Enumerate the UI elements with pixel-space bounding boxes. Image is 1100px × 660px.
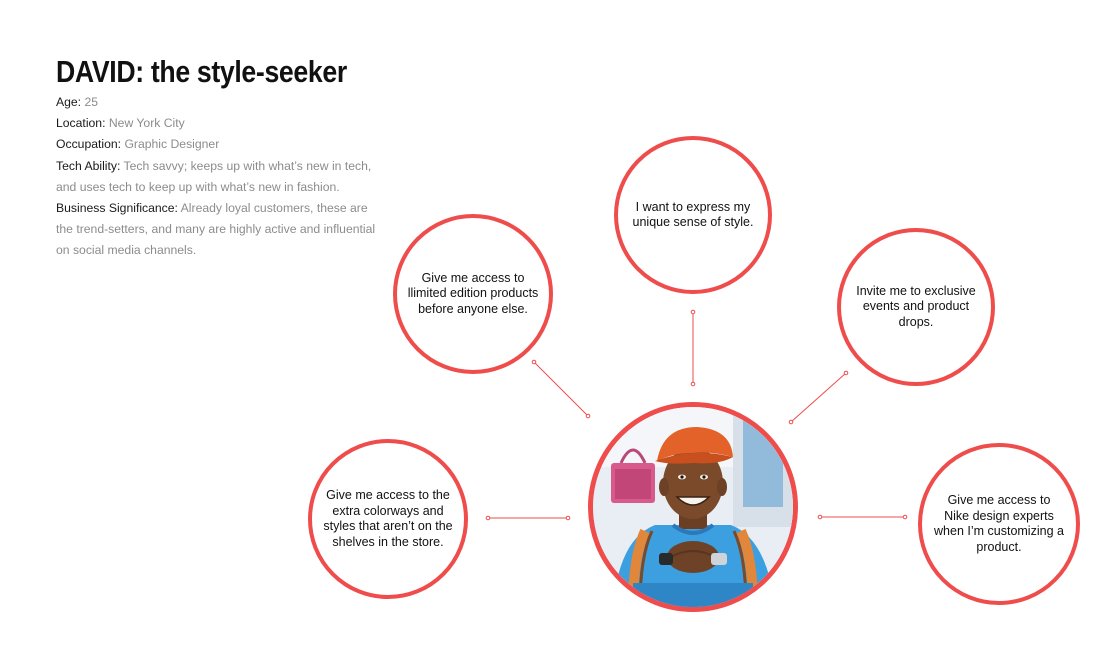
persona-photo (588, 402, 798, 612)
connector-colorways-dot-1 (486, 516, 490, 520)
detail-tech-ability-value: Tech savvy; keeps up with what’s new in tech, (123, 158, 372, 173)
persona-portrait-illustration (593, 407, 793, 607)
need-bubble-exclusive-events (837, 228, 995, 386)
detail-occupation-value: Graphic Designer (124, 137, 220, 152)
need-design-experts-line-2: Nike design experts (944, 508, 1054, 523)
need-express-style-line-1: I want to express my (635, 199, 751, 214)
connector-limited-edition-dot-2 (586, 414, 590, 418)
need-bubble-design-experts (918, 443, 1080, 605)
need-exclusive-events-line-2: events and product (862, 299, 970, 314)
need-design-experts-line-4: product. (976, 539, 1022, 554)
detail-business-value-line3: on social media channels. (56, 243, 197, 258)
need-express-style-line-2: unique sense of style. (632, 215, 754, 229)
connector-design-experts-dot-1 (818, 515, 822, 519)
detail-business-value: Already loyal customers, these are (180, 201, 368, 216)
detail-occupation-label: Occupation: (56, 137, 122, 152)
detail-business-value-line2: the trend-setters, and many are highly active and influential (56, 222, 376, 237)
connector-express-style-dot-2 (691, 382, 695, 386)
detail-tech-ability-value-line2: and uses tech to keep up with what’s new in fashion. (56, 179, 340, 194)
need-colorways-line-4: shelves in the store. (332, 534, 444, 549)
detail-age-label: Age: (56, 95, 82, 109)
need-colorways-text (323, 488, 452, 550)
need-exclusive-events-line-1: Invite me to exclusive (856, 283, 976, 298)
connector-exclusive-events-dot-2 (789, 420, 793, 424)
need-bubble-limited-edition (393, 214, 553, 374)
connector-exclusive-events-dot-1 (844, 371, 848, 375)
connector-limited-edition-dot-1 (532, 360, 536, 364)
need-express-style-text (633, 200, 754, 231)
persona-title: DAVID: the style-seeker (56, 54, 347, 89)
need-design-experts-line-1: Give me access to (947, 493, 1051, 507)
need-bubble-colorways (308, 439, 468, 599)
need-limited-edition-line-2: llimited edition products (407, 286, 539, 301)
need-limited-edition-line-1: Give me access to (421, 270, 525, 285)
connector-colorways-dot-2 (566, 516, 570, 520)
need-design-experts-text (934, 493, 1064, 555)
detail-tech-ability-label: Tech Ability: (56, 158, 121, 173)
need-colorways-line-3: styles that aren’t on the (323, 519, 453, 533)
need-colorways-line-2: extra colorways and (332, 503, 444, 518)
connector-design-experts-dot-2 (903, 515, 907, 519)
need-exclusive-events-text (856, 284, 976, 331)
need-limited-edition-text (408, 271, 539, 318)
detail-business-label: Business Significance: (56, 201, 178, 216)
need-colorways-line-1: Give me access to the (326, 488, 450, 502)
detail-location-label: Location: (56, 116, 106, 131)
detail-location-value: New York City (108, 116, 185, 131)
need-exclusive-events-line-3: drops. (898, 314, 934, 329)
need-bubble-express-style (614, 136, 772, 294)
need-design-experts-line-3: when I’m customizing a (934, 524, 1064, 538)
connector-express-style-dot-1 (691, 310, 695, 314)
detail-age-value: 25 (84, 95, 99, 109)
connector-limited-edition (534, 362, 588, 416)
need-limited-edition-line-3: before anyone else. (418, 301, 528, 316)
connector-exclusive-events (791, 373, 846, 422)
